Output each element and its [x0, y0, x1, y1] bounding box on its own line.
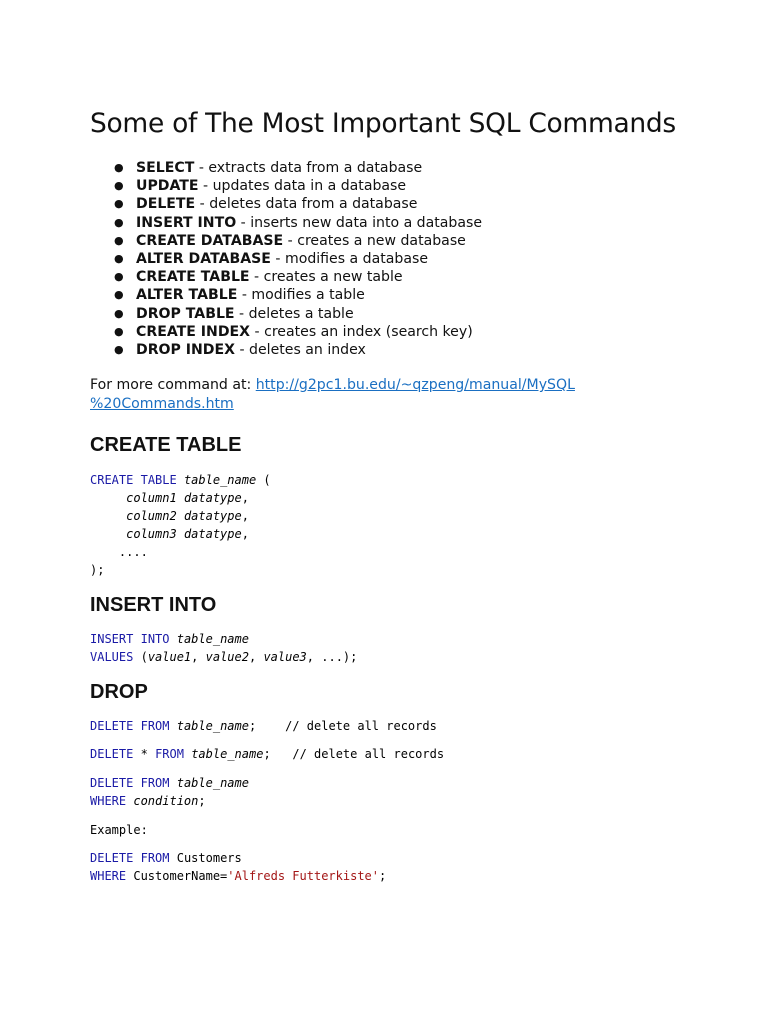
code-identifier: value3 — [263, 650, 307, 664]
code-line — [90, 630, 357, 648]
bullet-icon: ● — [114, 270, 124, 284]
command-keyword: DROP INDEX — [136, 341, 236, 358]
code-line — [90, 543, 271, 561]
more-commands-paragraph — [90, 376, 650, 414]
code-comment: // delete all records — [292, 747, 445, 761]
code-line — [90, 774, 249, 792]
command-keyword: DROP TABLE — [136, 305, 235, 322]
page-title: Some of The Most Important SQL Commands — [90, 108, 676, 139]
command-description: - modifies a table — [237, 287, 365, 304]
command-keyword: UPDATE — [136, 178, 199, 195]
code-keyword: DELETE — [90, 851, 134, 865]
code-block-delete-where — [90, 774, 249, 810]
code-identifier: condition — [133, 794, 199, 808]
section-heading-create-table: CREATE TABLE — [90, 434, 242, 456]
code-line — [90, 489, 271, 507]
bullet-icon: ● — [114, 251, 124, 265]
code-keyword: DELETE — [90, 719, 134, 733]
code-identifier: CustomerName= — [133, 869, 228, 883]
code-block-delete-star — [90, 745, 444, 763]
code-identifier: datatype — [183, 527, 242, 541]
code-punct: ); — [90, 563, 105, 577]
code-string: 'Alfreds Futterkiste' — [227, 869, 379, 883]
code-line — [90, 471, 271, 489]
bullet-icon: ● — [114, 179, 124, 193]
command-description: - deletes data from a database — [195, 196, 418, 213]
code-keyword: WHERE — [90, 794, 127, 808]
code-keyword: DELETE — [90, 776, 134, 790]
code-block-insert-into — [90, 630, 357, 666]
code-line — [90, 507, 271, 525]
code-identifier: value1 — [147, 650, 192, 664]
code-punct: * — [140, 747, 148, 761]
bullet-icon: ● — [114, 197, 124, 211]
code-keyword: VALUES — [90, 650, 134, 664]
list-item — [110, 323, 482, 341]
code-line: DELETE FROM table_name; // delete all records — [90, 719, 437, 733]
command-description: - deletes a table — [234, 305, 354, 322]
command-keyword: INSERT INTO — [136, 214, 237, 231]
code-keyword: CREATE — [90, 473, 134, 487]
code-keyword: WHERE — [90, 869, 127, 883]
code-punct: , ...); — [306, 650, 358, 664]
code-punct: , — [241, 491, 249, 505]
more-commands-label: For more command at: — [90, 377, 256, 393]
code-keyword: FROM — [140, 851, 170, 865]
code-keyword: FROM — [155, 747, 184, 761]
command-keyword: ALTER DATABASE — [136, 250, 271, 267]
code-keyword: DELETE — [90, 747, 134, 761]
command-keyword: ALTER TABLE — [136, 287, 238, 304]
code-block-delete-all — [90, 717, 437, 735]
link-text-line2: %20Commands.htm — [90, 396, 234, 412]
code-line — [90, 525, 271, 543]
code-keyword: FROM — [140, 719, 170, 733]
code-block-example — [90, 849, 386, 885]
code-identifier: table_name — [176, 719, 249, 733]
bullet-icon: ● — [114, 215, 124, 229]
bullet-icon: ● — [114, 161, 124, 174]
code-keyword: INSERT — [90, 632, 134, 646]
command-description: - updates data in a database — [198, 178, 407, 195]
section-heading-drop: DROP — [90, 681, 148, 703]
code-identifier: column1 — [126, 491, 177, 505]
code-punct: , — [241, 527, 249, 541]
command-keyword: SELECT — [136, 160, 195, 176]
code-identifier: column3 — [126, 527, 177, 541]
list-item — [110, 250, 482, 268]
code-punct: .... — [118, 545, 148, 559]
code-identifier: value2 — [205, 650, 249, 664]
code-line: VALUES (value1, value2, value3, ...); — [90, 650, 358, 664]
command-description: - modifies a database — [270, 250, 429, 267]
link-text-line1: http://g2pc1.bu.edu/~qzpeng/manual/MySQL — [255, 377, 575, 393]
code-identifier: datatype — [183, 491, 242, 505]
code-keyword: INTO — [140, 632, 170, 646]
example-label: Example: — [90, 823, 148, 837]
command-keyword: DELETE — [136, 196, 196, 213]
list-item — [110, 341, 482, 359]
code-punct: , — [241, 509, 249, 523]
code-punct: ( — [256, 473, 271, 487]
list-item — [110, 268, 482, 286]
bullet-icon: ● — [114, 288, 124, 302]
code-identifier: table_name — [176, 776, 249, 790]
code-identifier: table_name — [176, 632, 249, 646]
command-keyword: CREATE INDEX — [136, 323, 251, 340]
code-identifier: table_name — [183, 473, 257, 487]
command-description: - inserts new data into a database — [236, 214, 483, 231]
code-identifier: column2 — [126, 509, 177, 523]
command-description: - creates a new database — [283, 232, 466, 249]
code-line: WHERE CustomerName='Alfreds Futterkiste'; — [90, 869, 387, 883]
list-item — [110, 195, 482, 213]
code-keyword: TABLE — [140, 473, 177, 487]
bullet-icon: ● — [114, 306, 124, 320]
bullet-icon: ● — [114, 342, 124, 356]
list-item — [110, 232, 482, 250]
code-line — [90, 561, 271, 579]
code-block-create-table — [90, 471, 271, 579]
command-description: - deletes an index — [235, 341, 366, 358]
code-identifier: Customers — [176, 851, 242, 865]
code-identifier: datatype — [183, 509, 242, 523]
command-list — [110, 159, 482, 359]
list-item — [110, 305, 482, 323]
command-keyword: CREATE TABLE — [136, 269, 250, 286]
section-heading-insert-into: INSERT INTO — [90, 594, 217, 616]
list-item — [110, 214, 482, 232]
list-item — [110, 286, 482, 304]
command-description: - extracts data from a database — [194, 160, 423, 176]
code-line: WHERE condition; — [90, 794, 206, 808]
bullet-icon: ● — [114, 233, 124, 247]
list-item — [110, 177, 482, 195]
code-comment: // delete all records — [285, 719, 437, 733]
command-description: - creates a new table — [249, 269, 403, 286]
code-line: DELETE * FROM table_name; // delete all records — [90, 747, 445, 761]
command-keyword: CREATE DATABASE — [136, 232, 284, 249]
list-item — [110, 159, 482, 177]
bullet-icon: ● — [114, 324, 124, 338]
code-line — [90, 849, 386, 867]
code-identifier: table_name — [191, 747, 264, 761]
command-description: - creates an index (search key) — [250, 323, 473, 340]
code-keyword: FROM — [140, 776, 170, 790]
